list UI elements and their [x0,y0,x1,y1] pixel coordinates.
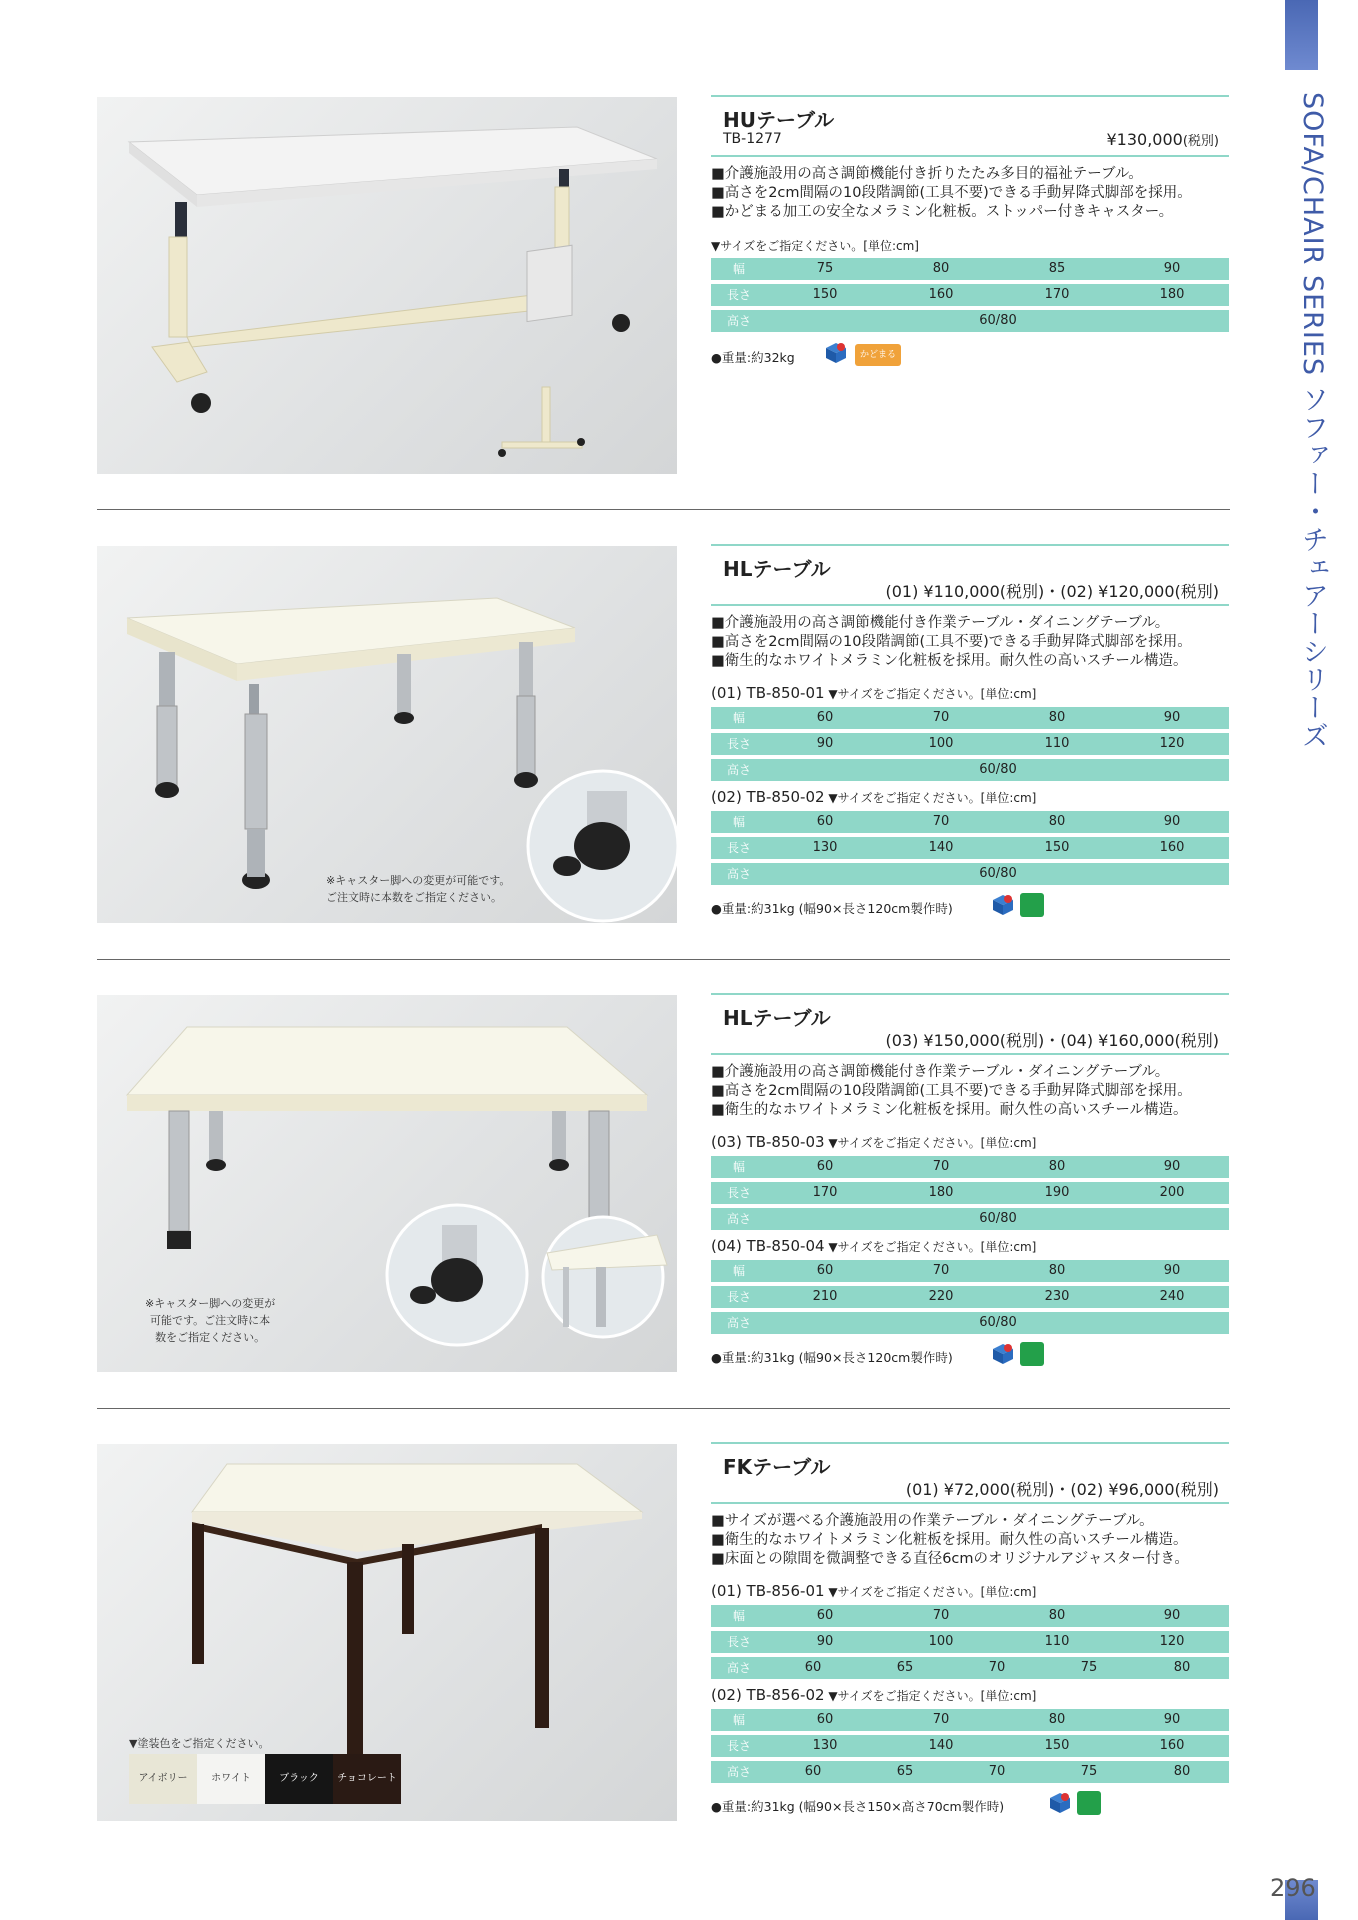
box-icon [991,1342,1015,1366]
color-note: ▼塗装色をご指定ください。 [129,1737,270,1750]
color-swatch[interactable]: ホワイト [197,1754,265,1804]
series-label: SOFA/CHAIR SERIES ソファー・チェアーシリーズ [1297,92,1328,750]
variant-heading: (02) TB-856-02 ▼サイズをご指定ください。[単位:cm] [711,1686,1037,1704]
caster-note: ※キャスター脚への変更が 可能です。ご注文時に本 数をご指定ください。 [145,1297,276,1344]
section-divider [97,1408,1230,1409]
page-number: 296 [1270,1874,1316,1902]
size-note: ▼サイズをご指定ください。[単位:cm] [711,239,919,253]
size-table: 幅 60 70 80 90 長さ 90 100 110 120 高さ 60/80 [711,707,1229,785]
weight: ●重量:約31kg (幅90×長さ120cm製作時) [711,1350,953,1365]
hl-table-03-photo [97,995,677,1372]
eco-icon [1077,1791,1101,1815]
fk-table-photo [97,1444,677,1821]
feature-list: ■介護施設用の高さ調節機能付き折りたたみ多目的福祉テーブル。 ■高さを2cm間隔の10段階調節(工具不要)できる手動昇降式脚部を採用。 ■かどまる加工の安全なメラミン化粧板。ストッパー付きキャスター。 [711,166,1192,220]
size-table: 幅 60 70 80 90 長さ 130 140 150 160 高さ 60/80 [711,811,1229,889]
eco-icon [1020,1342,1044,1366]
variant-heading: (04) TB-850-04 ▼サイズをご指定ください。[単位:cm] [711,1237,1037,1255]
color-swatch[interactable]: ブラック [265,1754,333,1804]
product-price: (03) ¥150,000(税別)・(04) ¥160,000(税別) [885,1031,1219,1050]
variant-heading: (03) TB-850-03 ▼サイズをご指定ください。[単位:cm] [711,1133,1037,1151]
caster-note: ※キャスター脚への変更が可能です。 ご注文時に本数をご指定ください。 [326,874,511,904]
feature-list: ■サイズが選べる介護施設用の作業テーブル・ダイニングテーブル。 ■衛生的なホワイトメラミン化粧板を採用。耐久性の高いスチール構造。 ■床面との隙間を微調整できる直径6cmのオリジナルアジャスター付き。 [711,1513,1189,1567]
feature-list: ■介護施設用の高さ調節機能付き作業テーブル・ダイニングテーブル。 ■高さを2cm間隔の10段階調節(工具不要)できる手動昇降式脚部を採用。 ■衛生的なホワイトメラミン化粧板を採用。耐久性の高いスチール構造。 [711,1064,1192,1118]
product-code: TB-1277 [723,131,782,147]
side-index-tab-top [1285,0,1318,70]
color-swatch[interactable]: チョコレート [333,1754,401,1804]
section-divider [97,509,1230,510]
box-icon [991,893,1015,917]
weight: ●重量:約32kg [711,350,795,365]
product-name: HUテーブル [723,108,835,132]
product-name: HLテーブル [723,1006,831,1030]
product-name: HLテーブル [723,557,831,581]
size-table: 幅 60 70 80 90 長さ 130 140 150 160 高さ 60 65 70 75 80 [711,1709,1229,1787]
weight: ●重量:約31kg (幅90×長さ120cm製作時) [711,901,953,916]
size-table: 幅 60 70 80 90 長さ 210 220 230 240 高さ 60/80 [711,1260,1229,1338]
hu-table-photo [97,97,677,474]
product-price: ¥130,000(税別) [1106,130,1219,149]
product-price: (01) ¥110,000(税別)・(02) ¥120,000(税別) [885,582,1219,601]
weight: ●重量:約31kg (幅90×長さ150×高さ70cm製作時) [711,1799,1005,1814]
feature-list: ■介護施設用の高さ調節機能付き作業テーブル・ダイニングテーブル。 ■高さを2cm間隔の10段階調節(工具不要)できる手動昇降式脚部を採用。 ■衛生的なホワイトメラミン化粧板を採用。耐久性の高いスチール構造。 [711,615,1192,669]
variant-heading: (01) TB-850-01 ▼サイズをご指定ください。[単位:cm] [711,684,1037,702]
product-name: FKテーブル [723,1455,831,1479]
size-table: 幅 60 70 80 90 長さ 90 100 110 120 高さ 60 65 70 75 80 [711,1605,1229,1683]
variant-heading: (02) TB-850-02 ▼サイズをご指定ください。[単位:cm] [711,788,1037,806]
color-swatch[interactable]: アイボリー [129,1754,197,1804]
hl-table-01-photo [97,546,677,923]
size-table: 幅 60 70 80 90 長さ 170 180 190 200 高さ 60/80 [711,1156,1229,1234]
product-price: (01) ¥72,000(税別)・(02) ¥96,000(税別) [905,1480,1219,1499]
box-icon [1048,1791,1072,1815]
kadomaru-badge: かどまる [855,344,901,366]
variant-heading: (01) TB-856-01 ▼サイズをご指定ください。[単位:cm] [711,1582,1037,1600]
box-icon [824,341,848,365]
eco-icon [1020,893,1044,917]
color-swatches [129,1754,401,1804]
size-table: 幅 75 80 85 90 長さ 150 160 170 180 高さ 60/80 [711,258,1229,336]
section-divider [97,959,1230,960]
